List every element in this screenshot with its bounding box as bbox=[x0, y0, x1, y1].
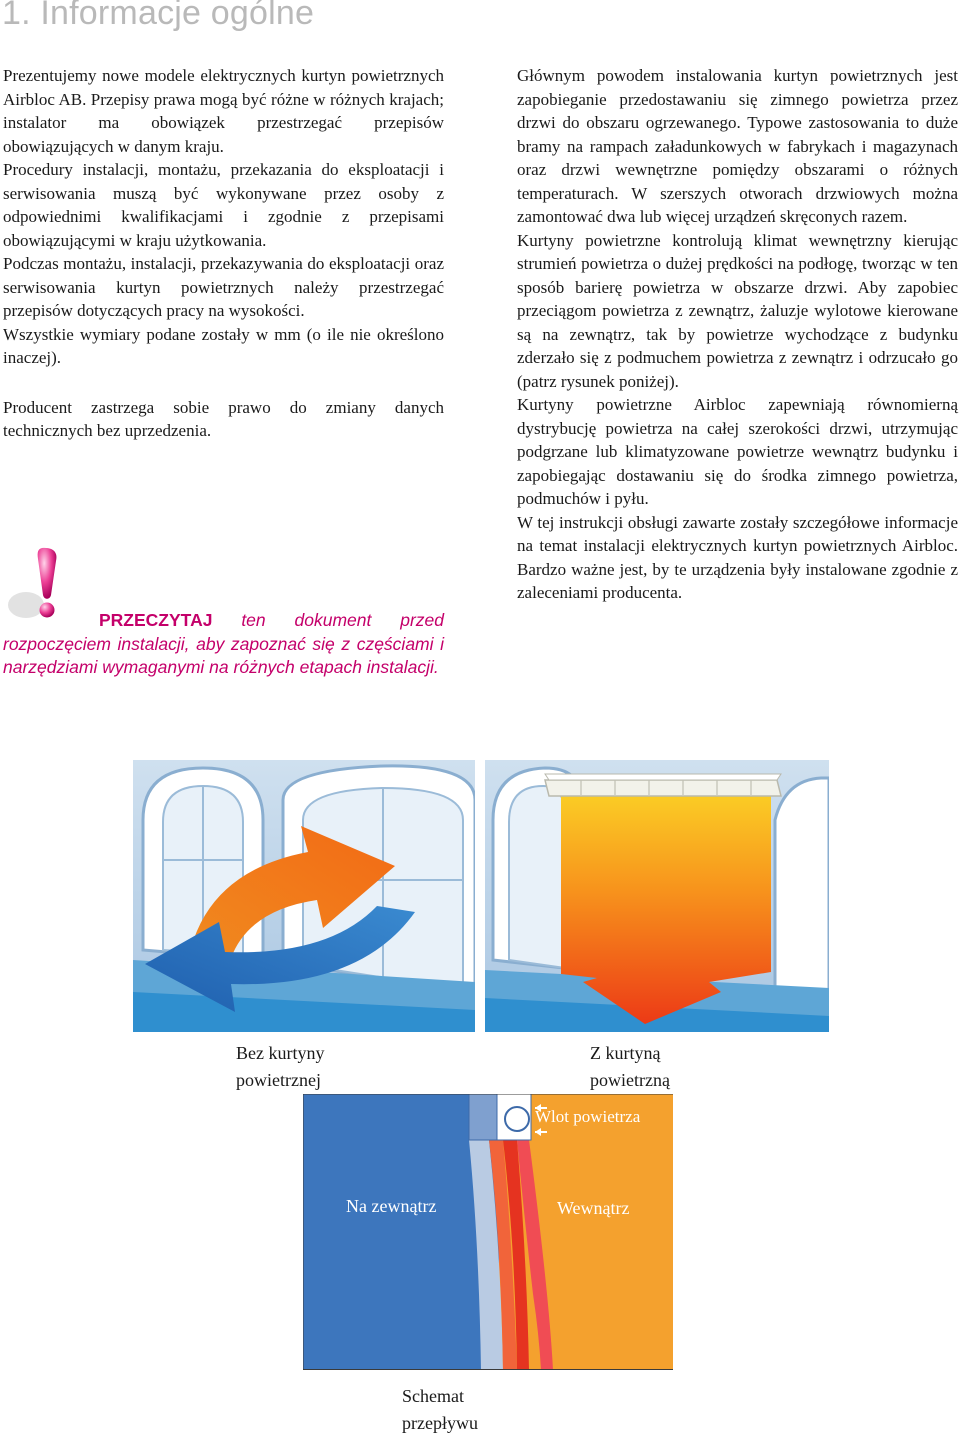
illustration-without-curtain bbox=[133, 760, 475, 1032]
left-column bbox=[3, 64, 444, 443]
curtain-housing bbox=[469, 1094, 497, 1140]
paragraph-climate: Kurtyny powietrzne kontrolują klimat wewnętrzny kierując strumień powietrza o dużej prędkości na podłogę, tworząc w ten sposób barierę powietrza w obszarze drzwi. Aby zapobiec przeciągom powietrza z zewnątrz, żaluzje wylotowe kierowane są na zewnątrz, tak by powietrze wychodzące z budynku zderzało się z podmuchem powietrza z zewnątrz i odrzucało go (patrz rysunek poniżej). bbox=[517, 230, 958, 391]
fan-icon bbox=[505, 1107, 529, 1131]
paragraph-procedures: Procedury instalacji, montażu, przekazania do eksploatacji i serwisowania muszą być wykonywane przez osoby z odpowiednimi kwalifikacjami i zgodnie z przepisami obowiązującymi w kraju użytkowania. bbox=[3, 160, 444, 250]
illustration-with-curtain bbox=[485, 760, 829, 1032]
label-inside: Wewnątrz bbox=[557, 1198, 630, 1218]
paragraph-distribution: Kurtyny powietrzne Airbloc zapewniają równomierną dystrybucję powietrza na całej szerokości drzwi, utrzymując podgrzane lub klimatyzowane powietrze wewnątrz budynku i zapobiegając dostawaniu się do środka zimnego powietrza, podmuchów i pyłu. bbox=[517, 395, 958, 508]
caption-with-curtain: Z kurtyną powietrzną bbox=[590, 1043, 670, 1090]
airflow-diagram bbox=[303, 1094, 673, 1370]
warning-text: ten dokument przed rozpoczęciem instalacji, aby zapoznać się z częściami i narzędziami wymaganymi na różnych etapach instalacji. bbox=[3, 610, 444, 677]
label-air-inlet: Wlot powietrza bbox=[535, 1107, 641, 1126]
caption-flow-diagram: Schemat przepływu bbox=[402, 1386, 478, 1433]
warning-lead: PRZECZYTAJ bbox=[99, 610, 213, 630]
paragraph-dimensions: Wszystkie wymiary podane zostały w mm (o ile nie określono inaczej). bbox=[3, 324, 444, 367]
label-outside: Na zewnątrz bbox=[346, 1196, 437, 1216]
paragraph-manual: W tej instrukcji obsługi zawarte zostały szczegółowe informacje na temat instalacji elektrycznych kurtyn powietrznych Airbloc. Bardzo ważne jest, by te urządzenia były instalowane zgodnie z zaleceniami producenta. bbox=[517, 512, 958, 602]
warning-notice bbox=[3, 609, 444, 680]
paragraph-height-work: Podczas montażu, instalacji, przekazywania do eksploatacji oraz serwisowania kurtyn powietrznych należy przestrzegać przepisów dotyczących pracy na wysokości. bbox=[3, 254, 444, 320]
caption-without-curtain: Bez kurtyny powietrznej bbox=[236, 1043, 325, 1090]
page-title: 1. Informacje ogólne bbox=[2, 0, 315, 32]
paragraph-purpose: Głównym powodem instalowania kurtyn powietrznych jest zapobieganie przedostawaniu się zimnego powietrza przez drzwi do obszaru ogrzewanego. Typowe zastosowania to duże bramy na rampach załadunkowych w fabrykach i magazynach oraz drzwi wewnętrzne pomiędzy obszarami o różnych temperaturach. W szerszych otworach drzwiowych można zamontować dwa lub więcej urządzeń skręconych razem. bbox=[517, 66, 958, 226]
paragraph-intro: Prezentujemy nowe modele elektrycznych kurtyn powietrznych Airbloc AB. Przepisy prawa mogą być różne w różnych krajach; instalator ma obowiązek przestrzegać przepisów obowiązujących w danym kraju. bbox=[3, 66, 444, 156]
right-column bbox=[517, 64, 958, 605]
paragraph-reservation: Producent zastrzega sobie prawo do zmiany danych technicznych bez uprzedzenia. bbox=[3, 397, 444, 440]
